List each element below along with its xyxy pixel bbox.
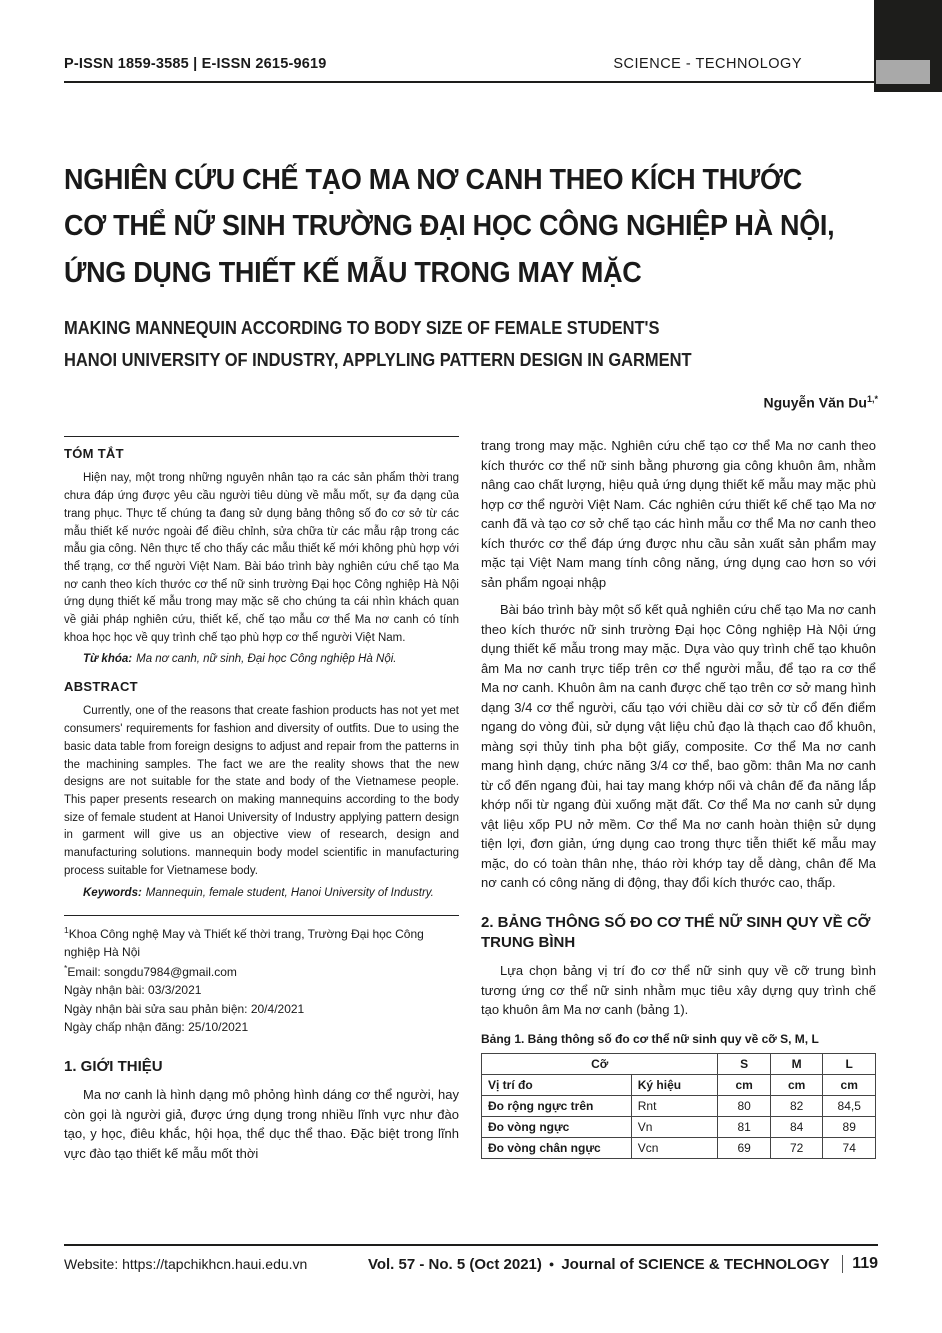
table-cell-symbol: Vcn <box>631 1137 718 1158</box>
page-header <box>64 56 878 83</box>
table-header-size-s: S <box>718 1053 771 1074</box>
affiliation-text: Khoa Công nghệ May và Thiết kế thời trang, Trường Đại học Công nghiệp Hà Nội <box>64 926 424 960</box>
article-title-en <box>64 312 878 376</box>
issn-text: P-ISSN 1859-3585 | E-ISSN 2615-9619 <box>64 56 327 72</box>
page-number: 119 <box>852 1255 878 1272</box>
left-column <box>64 436 459 1163</box>
keywords-vi-text: Ma nơ canh, nữ sinh, Đại học Công nghiệp Hà Nội. <box>136 653 397 666</box>
title-vi-line: CƠ THỂ NỮ SINH TRƯỜNG ĐẠI HỌC CÔNG NGHIỆP HÀ NỘI, <box>64 210 835 243</box>
section-1-paragraph: Ma nơ canh là hình dạng mô phỏng hình dáng cơ thể người, hay còn gọi là người giả, được ứng dụng trong nhiều lĩnh vực như đào tạo, y học, điêu khắc, hội họa, thể dục thể thao. Đặc biệt trong lĩnh vực đào tạo thiết kế mẫu mốt thời <box>64 1087 459 1161</box>
article-title-vi <box>64 157 878 296</box>
affiliation-line <box>64 924 459 962</box>
table-header-unit: cm <box>718 1074 771 1095</box>
section-1-heading: 1. GIỚI THIỆU <box>64 1058 163 1076</box>
table-row <box>482 1137 876 1158</box>
table-cell-value: 69 <box>718 1137 771 1158</box>
body-paragraph-continued: trang trong may mặc. Nghiên cứu chế tạo cơ thể Ma nơ canh theo kích thước cơ thể nữ sinh bằng phương gia công khuôn âm, nhằm nâng cao chất lượng, hiệu quả ứng dụng thiết kế mẫu may mặc phù hợp cơ thể người Việt Nam. Các nghiên cứu thiết kế chế tạo Ma nơ canh đã và tạo cơ sở chế tạo các hình mẫu cơ thể Ma nơ canh theo kích thước cơ thể đáp ứng được nhu cầu sản xuất sản phẩm may mặc tại Việt Nam mang tính công năng, ứng dụng cao hơn so với sản phẩm ngoại nhập <box>481 438 876 590</box>
table-header-row-2 <box>482 1074 876 1095</box>
table-header-unit: cm <box>823 1074 876 1095</box>
table-cell-value: 80 <box>718 1095 771 1116</box>
title-vi-line: ỨNG DỤNG THIẾT KẾ MẪU TRONG MAY MẶC <box>64 256 642 289</box>
date-revised: Ngày nhận bài sửa sau phản biện: 20/4/2021 <box>64 1001 305 1016</box>
keywords-en-label: Keywords: <box>83 886 142 899</box>
table-header-unit: cm <box>770 1074 823 1095</box>
right-column <box>481 436 876 1163</box>
abstract-en-heading: ABSTRACT <box>64 679 138 695</box>
table-cell-value: 74 <box>823 1137 876 1158</box>
email-line <box>64 962 459 982</box>
table-cell-label: Đo vòng ngực <box>482 1116 632 1137</box>
two-column-body <box>64 436 878 1163</box>
table-cell-value: 72 <box>770 1137 823 1158</box>
abstract-vi-heading: TÓM TẮT <box>64 436 459 461</box>
abstract-vi-text: Hiện nay, một trong những nguyên nhân tạo ra các sản phẩm thời trang chưa đáp ứng được yêu cầu người tiêu dùng về mẫu mốt, sự đa dạng của trang phục. Thực tế chúng ta đang sử dụng bảng thông số đo cơ sở từ các mẫu thiết kế nước ngoài để điều chỉnh, sửa chữa từ các mẫu rập trong các mẫu gia công. Nên thực tế cho thấy các mẫu thiết kế mới không phù hợp với thể trạng, cơ thể người Việt Nam. Bài báo trình bày nghiên cứu chế tạo Ma nơ canh theo kích thước cơ thể nữ sinh trường Đại học Công nghiệp Hà Nội ứng dụng thiết kế mẫu trong may mặc sẽ cho chúng ta cái nhìn khách quan về giải pháp nghiên cứu, thiết kế, chế tạo mẫu cơ thể Ma nơ canh có tính khoa học học về quy trình chế tạo phù hợp cơ thể người Việt Nam. <box>64 472 459 644</box>
affiliation-marker: 1 <box>64 924 69 935</box>
abstract-en-text: Currently, one of the reasons that create fashion products has not yet met consumers' requirements for fashion and diversity of outfits. Due to using the basic data table from foreign designs to adjust and repair from the patterns in the machining samples. The fact we are the reality shows that the new designs are not suitable for the state and body of the Vietnamese people. This paper presents research on making mannequins according to the body size of female student at Hanoi University of Industry applying pattern design in garment will give us an objective view of research, design and manufacturing solutions. mannequin body model scientific in manufacturing process suitable for Vietnamese body. <box>64 705 459 877</box>
journal-name: Journal of SCIENCE & TECHNOLOGY <box>561 1255 830 1273</box>
measurement-table <box>481 1053 876 1159</box>
email-marker: * <box>64 962 68 973</box>
footer-citation <box>368 1255 878 1273</box>
author-affiliation-marker: 1,* <box>866 393 878 404</box>
table-header-row-1 <box>482 1053 876 1074</box>
table-cell-symbol: Vn <box>631 1116 718 1137</box>
keywords-vi-label: Từ khóa: <box>83 653 133 666</box>
table-header-symbol: Ký hiệu <box>631 1074 718 1095</box>
title-en-line: MAKING MANNEQUIN ACCORDING TO BODY SIZE OF FEMALE STUDENT'S <box>64 317 660 339</box>
bullet-icon: ● <box>548 1259 555 1269</box>
table-cell-symbol: Rnt <box>631 1095 718 1116</box>
table-cell-value: 84,5 <box>823 1095 876 1116</box>
corner-gray-box <box>876 60 930 84</box>
section-label: SCIENCE - TECHNOLOGY <box>613 56 802 72</box>
section-2-paragraph: Lựa chọn bảng vị trí đo cơ thể nữ sinh quy về cỡ trung bình tương ứng cơ thể nữ sinh nhằm mục tiêu xây dựng quy trình chế tạo khuôn âm Ma nơ canh (bảng 1). <box>481 963 876 1018</box>
table-cell-value: 81 <box>718 1116 771 1137</box>
table-header-size-group: Cỡ <box>482 1053 718 1074</box>
section-2-heading: 2. BẢNG THÔNG SỐ ĐO CƠ THỂ NỮ SINH QUY VỀ CỠ TRUNG BÌNH <box>481 913 871 952</box>
title-en-line: HANOI UNIVERSITY OF INDUSTRY, APPLYLING PATTERN DESIGN IN GARMENT <box>64 348 692 370</box>
author-name: Nguyễn Văn Du <box>763 394 867 411</box>
date-accepted: Ngày chấp nhận đăng: 25/10/2021 <box>64 1020 249 1035</box>
table-cell-value: 82 <box>770 1095 823 1116</box>
email-label: Email: <box>67 964 104 979</box>
table-row <box>482 1095 876 1116</box>
table-cell-label: Đo vòng chân ngực <box>482 1137 632 1158</box>
table-header-position: Vị trí đo <box>482 1074 632 1095</box>
email-link[interactable]: songdu7984@gmail.com <box>104 964 237 979</box>
keywords-en-line <box>64 887 459 899</box>
date-received: Ngày nhận bài: 03/3/2021 <box>64 983 202 998</box>
table-cell-value: 84 <box>770 1116 823 1137</box>
table-cell-label: Đo rộng ngực trên <box>482 1095 632 1116</box>
table-cell-value: 89 <box>823 1116 876 1137</box>
volume-info: Vol. 57 - No. 5 (Oct 2021) <box>367 1255 542 1273</box>
page-number-separator <box>842 1255 844 1273</box>
page-footer <box>64 1244 878 1273</box>
table-row <box>482 1116 876 1137</box>
table-header-size-m: M <box>770 1053 823 1074</box>
keywords-vi-line <box>64 653 459 665</box>
author-line <box>64 394 878 411</box>
table-header-size-l: L <box>823 1053 876 1074</box>
table-1-caption: Bảng 1. Bảng thông số đo cơ thể nữ sinh quy về cỡ S, M, L <box>481 1031 819 1046</box>
website-link[interactable]: Website: https://tapchikhcn.haui.edu.vn <box>64 1256 308 1272</box>
title-vi-line: NGHIÊN CỨU CHẾ TẠO MA NƠ CANH THEO KÍCH THƯỚC <box>64 164 802 196</box>
body-paragraph: Bài báo trình bày một số kết quả nghiên cứu chế tạo Ma nơ canh theo kích thước nữ sinh trường Đại học Công nghiệp Hà Nội ứng dụng thiết kế mẫu trong may mặc. Dựa vào quy trình chế tạo khuôn âm Ma nơ canh trực tiếp trên cơ thể người mẫu, để tạo ra cơ thể Ma nơ canh. Khuôn âm na canh được chế tạo trên cơ sở mang hình dạng 3/4 cơ thể người, cấu tạo với chiều dài cơ sở từ cổ đến điểm ngang do vòng đùi, sử dụng vật liệu chủ đạo là thạch cao đổ khuôn, màng sợi thủy tinh pha bột giấy, composite. Cơ thể Ma nơ canh mang hình dạng, chức năng 3/4 cơ thể, bao gồm: thân Ma nơ canh từ cổ đến ngang đùi, hai tay mang khớp nối và chân đế đa năng lắp khớp nối từ ngang đùi xuống mặt đất. Cơ thể Ma nơ canh sử dụng vật liệu xốp PU nở mềm. Cơ thể Ma nơ canh hoàn thiện sử dụng tiện lợi, đơn giản, ứng dụng cao trong thực tiễn thiết kế mẫu may mặc, do có toàn thân nhẹ, tháo rời khớp tay dễ dàng, chân đế Ma nơ canh có công năng di động, thay đổi kích thước cao, thấp. <box>481 602 876 891</box>
footnote-block <box>64 915 459 1038</box>
keywords-en-text: Mannequin, female student, Hanoi University of Industry. <box>145 886 434 899</box>
